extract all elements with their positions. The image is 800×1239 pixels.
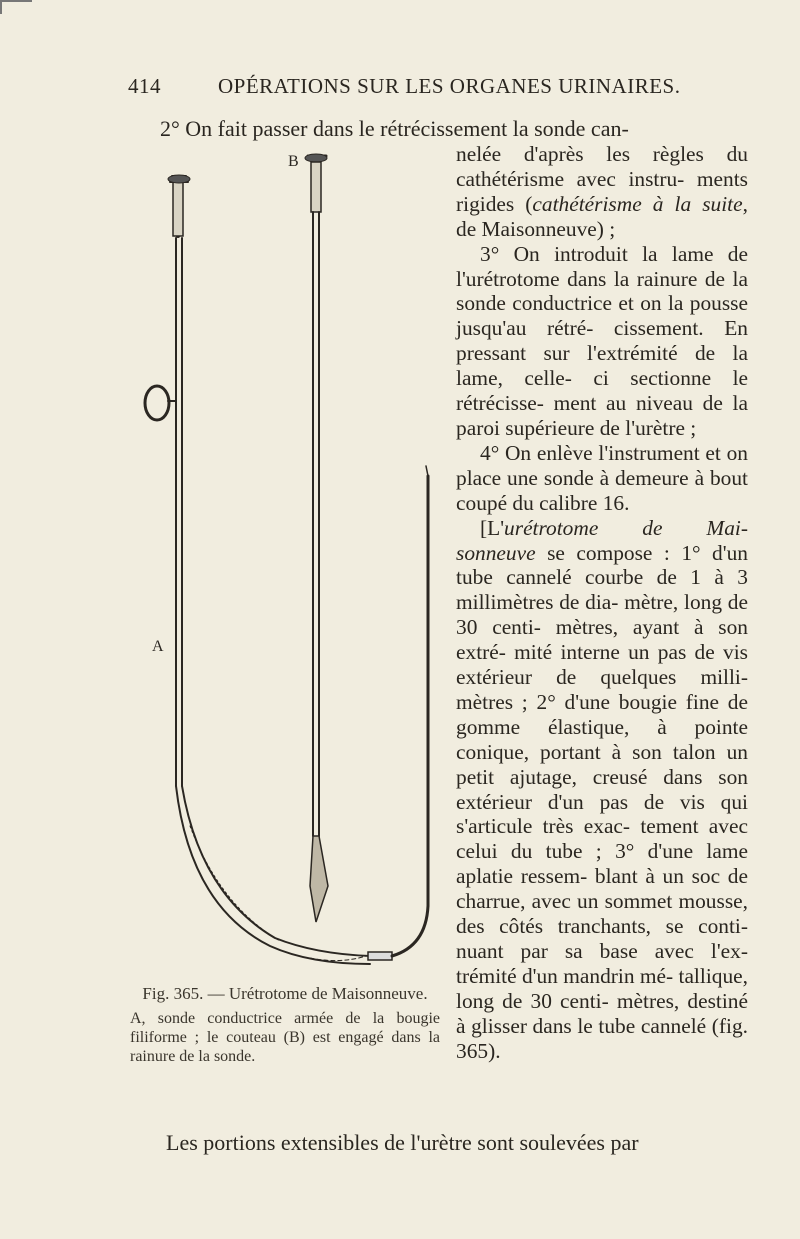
text-column <box>456 142 748 1064</box>
paragraph-step2: nelée d'après les règles du cathétérisme avec instru- ments rigides (cathétérisme à la suite, de Maisonneuve) ; <box>456 142 748 241</box>
paragraph-description: [L'urétrotome de Mai- sonneuve se compose : 1° d'un tube cannelé courbe de 1 à 3 millimètres de dia- mètre, long de 30 centi- mètres, ayant à son extré- mité interne un pas de vis extérieur de quelques milli- mètres ; 2° d'une bougie fine de gomme élastique, à pointe conique, portant à son talon un petit ajutage, creusé dans son extérieur d'un pas de vis qui s'articule très exac- tement avec celui du tube ; 3° d'une lame aplatie ressem- blant à un soc de charrue, avec un sommet mousse, des côtés tranchants, se conti- nuant par sa base avec l'ex- trémité d'un mandrin mé- tallique, long de 30 centi- mètres, destiné à glisser dans le tube cannelé (fig. 365). <box>456 515 748 1063</box>
label-a: A <box>152 638 164 655</box>
first-line: 2° On fait passer dans le rétrécissement la sonde can- <box>160 116 629 141</box>
caption-body: A, sonde conductrice armée de la bougie filiforme ; le couteau (B) est engagé dans la rainure de la sonde. <box>130 1010 440 1065</box>
page-number: 414 <box>128 74 161 98</box>
running-header <box>128 74 688 104</box>
caption-title: Fig. 365. — Urétrotome de Maisonneuve. <box>142 984 428 1003</box>
figure-caption <box>130 984 440 1066</box>
paragraph-step3: 3° On introduit la lame de l'urétrotome dans la rainure de la sonde conductrice et on la pousse jusqu'au rétré- cissement. En pressant sur l'extrémité de la lame, celle- ci sectionne le rétrécisse- ment au niveau de la paroi supérieure de l'urètre ; <box>456 241 748 440</box>
label-b: B <box>288 153 299 170</box>
last-line: Les portions extensibles de l'urètre sont soulevées par <box>166 1130 639 1155</box>
urethrotome-illustration <box>130 146 450 986</box>
page-corner-mark <box>0 0 32 14</box>
paragraph-step4: 4° On enlève l'instrument et on place une sonde à demeure à bout coupé du calibre 16. <box>456 440 748 515</box>
figure-urethrotome <box>130 146 450 986</box>
running-title: OPÉRATIONS SUR LES ORGANES URINAIRES. <box>218 74 681 98</box>
